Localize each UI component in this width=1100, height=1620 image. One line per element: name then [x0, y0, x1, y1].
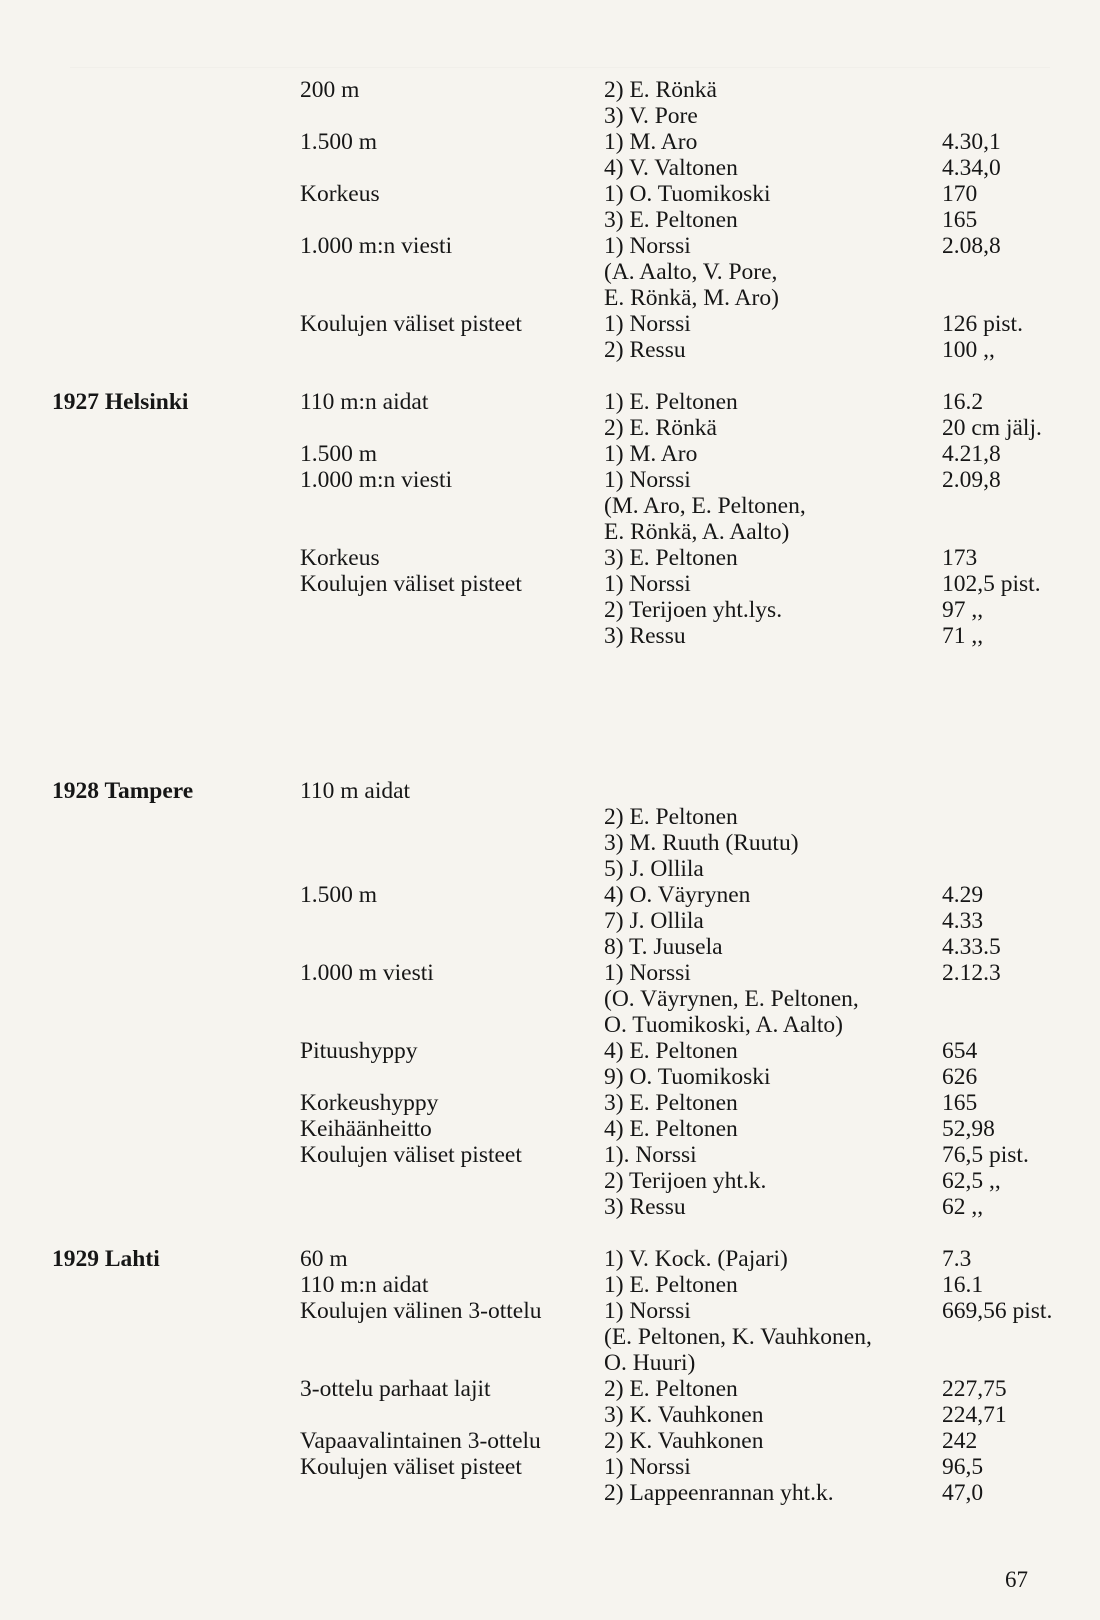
result-row: [0, 856, 1100, 883]
result-row: [0, 882, 1100, 909]
result-value: 96,5: [942, 1454, 984, 1480]
result-row: [0, 441, 1100, 468]
placing-text: (O. Väyrynen, E. Peltonen,: [604, 986, 859, 1012]
event-name: Vapaavalintainen 3-ottelu: [300, 1428, 541, 1454]
result-row: [0, 181, 1100, 208]
result-row: [0, 778, 1100, 805]
result-row: [0, 1272, 1100, 1299]
result-value: 4.33.5: [942, 934, 1001, 960]
placing-text: 1) E. Peltonen: [604, 389, 738, 415]
placing-text: 1) V. Kock. (Pajari): [604, 1246, 788, 1272]
placing-text: 3) M. Ruuth (Ruutu): [604, 830, 799, 856]
result-row: [0, 233, 1100, 260]
placing-text: O. Tuomikoski, A. Aalto): [604, 1012, 843, 1038]
event-name: 200 m: [300, 77, 360, 103]
result-value: 97 ,,: [942, 597, 984, 623]
result-value: 102,5 pist.: [942, 571, 1041, 597]
result-value: 227,75: [942, 1376, 1007, 1402]
placing-text: 9) O. Tuomikoski: [604, 1064, 771, 1090]
placing-text: 7) J. Ollila: [604, 908, 704, 934]
result-value: 52,98: [942, 1116, 995, 1142]
event-name: Koulujen väliset pisteet: [300, 311, 522, 337]
result-row: [0, 830, 1100, 857]
placing-text: (M. Aro, E. Peltonen,: [604, 493, 806, 519]
result-row: [0, 1116, 1100, 1143]
event-name: Koulujen väliset pisteet: [300, 1142, 522, 1168]
result-row: [0, 1350, 1100, 1377]
result-value: 100 ,,: [942, 337, 995, 363]
placing-text: O. Huuri): [604, 1350, 696, 1376]
result-row: [0, 571, 1100, 598]
placing-text: 2) Ressu: [604, 337, 686, 363]
event-name: 110 m:n aidat: [300, 1272, 429, 1298]
result-value: 71 ,,: [942, 623, 984, 649]
event-name: 3-ottelu parhaat lajit: [300, 1376, 491, 1402]
placing-text: 1) Norssi: [604, 311, 691, 337]
placing-text: 1). Norssi: [604, 1142, 697, 1168]
result-value: 4.29: [942, 882, 984, 908]
result-value: 2.09,8: [942, 467, 1001, 493]
result-value: 626: [942, 1064, 978, 1090]
result-row: [0, 986, 1100, 1013]
placing-text: E. Rönkä, M. Aro): [604, 285, 779, 311]
result-value: 4.21,8: [942, 441, 1001, 467]
placing-text: 3) E. Peltonen: [604, 1090, 738, 1116]
placing-text: 1) Norssi: [604, 467, 691, 493]
placing-text: 3) V. Pore: [604, 103, 698, 129]
placing-text: 1) O. Tuomikoski: [604, 181, 771, 207]
event-name: 1.000 m viesti: [300, 960, 434, 986]
placing-text: 3) Ressu: [604, 623, 686, 649]
placing-text: 2) K. Vauhkonen: [604, 1428, 764, 1454]
result-value: 62 ,,: [942, 1194, 984, 1220]
result-row: [0, 389, 1100, 416]
result-row: [0, 1246, 1100, 1273]
result-row: [0, 623, 1100, 650]
result-row: [0, 103, 1100, 130]
result-row: [0, 337, 1100, 364]
placing-text: 8) T. Juusela: [604, 934, 723, 960]
event-name: 1.500 m: [300, 441, 378, 467]
result-value: 76,5 pist.: [942, 1142, 1029, 1168]
result-value: 4.33: [942, 908, 984, 934]
result-row: [0, 285, 1100, 312]
result-value: 62,5 ,,: [942, 1168, 1001, 1194]
placing-text: E. Rönkä, A. Aalto): [604, 519, 790, 545]
event-name: Pituushyppy: [300, 1038, 418, 1064]
placing-text: 2) E. Peltonen: [604, 1376, 738, 1402]
result-value: 165: [942, 207, 978, 233]
placing-text: 2) E. Peltonen: [604, 804, 738, 830]
result-row: [0, 1428, 1100, 1455]
result-row: [0, 597, 1100, 624]
result-row: [0, 1012, 1100, 1039]
result-row: [0, 155, 1100, 182]
result-value: 669,56 pist.: [942, 1298, 1053, 1324]
placing-text: 3) E. Peltonen: [604, 207, 738, 233]
result-row: [0, 1454, 1100, 1481]
placing-text: 4) E. Peltonen: [604, 1116, 738, 1142]
result-row: [0, 129, 1100, 156]
result-row: [0, 311, 1100, 338]
event-name: Korkeus: [300, 545, 380, 571]
year-label: 1927 Helsinki: [52, 389, 189, 415]
result-value: 173: [942, 545, 978, 571]
placing-text: 2) E. Rönkä: [604, 415, 717, 441]
placing-text: 1) Norssi: [604, 960, 691, 986]
result-value: 7.3: [942, 1246, 972, 1272]
result-row: [0, 1298, 1100, 1325]
result-value: 126 pist.: [942, 311, 1023, 337]
placing-text: 2) Terijoen yht.k.: [604, 1168, 767, 1194]
event-name: 1.500 m: [300, 882, 378, 908]
result-value: 242: [942, 1428, 978, 1454]
placing-text: 3) Ressu: [604, 1194, 686, 1220]
result-value: 20 cm jälj.: [942, 415, 1042, 441]
result-row: [0, 1038, 1100, 1065]
placing-text: 1) Norssi: [604, 1298, 691, 1324]
result-value: 16.2: [942, 389, 984, 415]
result-row: [0, 1480, 1100, 1507]
placing-text: 1) Norssi: [604, 1454, 691, 1480]
result-row: [0, 1376, 1100, 1403]
result-row: [0, 1168, 1100, 1195]
result-value: 654: [942, 1038, 978, 1064]
result-row: [0, 415, 1100, 442]
placing-text: 2) Lappeenrannan yht.k.: [604, 1480, 834, 1506]
placing-text: 1) M. Aro: [604, 441, 698, 467]
placing-text: 1) M. Aro: [604, 129, 698, 155]
placing-text: 5) J. Ollila: [604, 856, 704, 882]
placing-text: 1) E. Peltonen: [604, 1272, 738, 1298]
event-name: 1.000 m:n viesti: [300, 467, 453, 493]
result-value: 2.12.3: [942, 960, 1001, 986]
result-value: 165: [942, 1090, 978, 1116]
result-row: [0, 1402, 1100, 1429]
year-label: 1929 Lahti: [52, 1246, 160, 1272]
event-name: 1.000 m:n viesti: [300, 233, 453, 259]
result-row: [0, 519, 1100, 546]
event-name: Koulujen väliset pisteet: [300, 571, 522, 597]
placing-text: 1) Norssi: [604, 571, 691, 597]
result-value: 2.08,8: [942, 233, 1001, 259]
result-row: [0, 934, 1100, 961]
result-row: [0, 259, 1100, 286]
event-name: 60 m: [300, 1246, 348, 1272]
result-row: [0, 960, 1100, 987]
result-row: [0, 467, 1100, 494]
result-value: 170: [942, 181, 978, 207]
result-row: [0, 908, 1100, 935]
result-row: [0, 1090, 1100, 1117]
result-row: [0, 1324, 1100, 1351]
result-row: [0, 545, 1100, 572]
placing-text: 2) E. Rönkä: [604, 77, 717, 103]
event-name: Korkeus: [300, 181, 380, 207]
result-row: [0, 804, 1100, 831]
result-value: 224,71: [942, 1402, 1007, 1428]
placing-text: (E. Peltonen, K. Vauhkonen,: [604, 1324, 872, 1350]
result-row: [0, 1194, 1100, 1221]
result-row: [0, 493, 1100, 520]
event-name: Koulujen välinen 3-ottelu: [300, 1298, 542, 1324]
placing-text: (A. Aalto, V. Pore,: [604, 259, 778, 285]
result-value: 47,0: [942, 1480, 984, 1506]
placing-text: 1) Norssi: [604, 233, 691, 259]
result-row: [0, 1142, 1100, 1169]
result-row: [0, 1064, 1100, 1091]
placing-text: 3) K. Vauhkonen: [604, 1402, 764, 1428]
result-row: [0, 207, 1100, 234]
year-label: 1928 Tampere: [52, 778, 194, 804]
placing-text: 4) V. Valtonen: [604, 155, 738, 181]
page-number: 67: [1005, 1567, 1028, 1592]
event-name: Koulujen väliset pisteet: [300, 1454, 522, 1480]
result-value: 16.1: [942, 1272, 984, 1298]
event-name: 110 m aidat: [300, 778, 411, 804]
placing-text: 4) O. Väyrynen: [604, 882, 751, 908]
event-name: 110 m:n aidat: [300, 389, 429, 415]
result-row: [0, 77, 1100, 104]
placing-text: 3) E. Peltonen: [604, 545, 738, 571]
result-value: 4.34,0: [942, 155, 1001, 181]
placing-text: 2) Terijoen yht.lys.: [604, 597, 783, 623]
event-name: Keihäänheitto: [300, 1116, 432, 1142]
placing-text: 4) E. Peltonen: [604, 1038, 738, 1064]
result-value: 4.30,1: [942, 129, 1001, 155]
event-name: Korkeushyppy: [300, 1090, 439, 1116]
event-name: 1.500 m: [300, 129, 378, 155]
